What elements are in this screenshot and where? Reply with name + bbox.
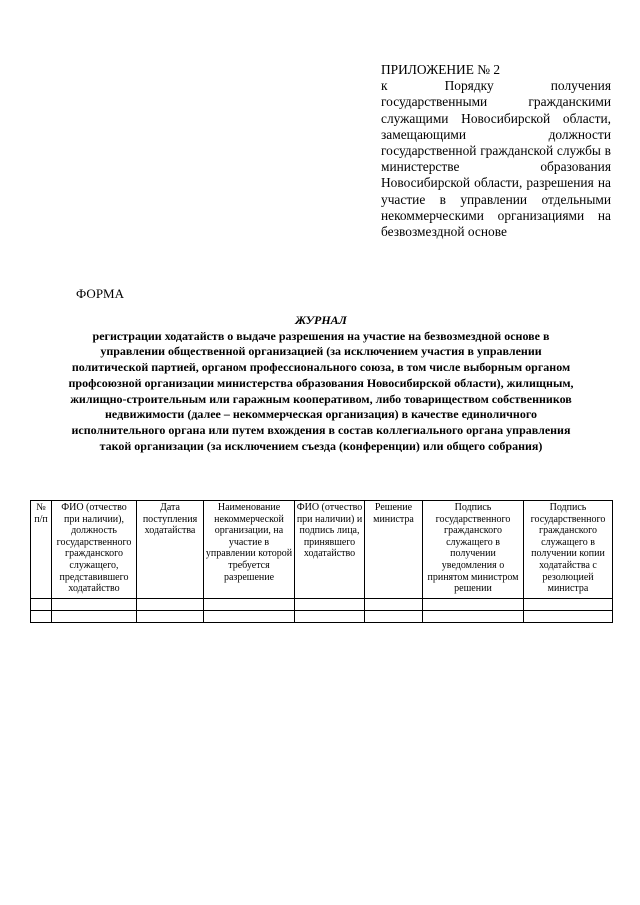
table-cell [137,598,204,610]
table-cell [524,610,613,622]
header-cell-minister-decision: Решение министра [365,501,423,599]
table-cell [52,598,137,610]
appendix-block [381,62,611,240]
table-cell [524,598,613,610]
table-row [31,598,613,610]
table-row [31,610,613,622]
header-cell-organization-name: Наименование некоммерческой организации, на участие в управлении которой требуется разрешение [204,501,295,599]
appendix-title: ПРИЛОЖЕНИЕ № 2 [381,62,501,77]
header-cell-employee-name: ФИО (отчество при наличии), должность государственного гражданского служащего, представившего ходатайство [52,501,137,599]
header-cell-number: № п/п [31,501,52,599]
journal-title: ЖУРНАЛ [295,313,347,327]
table-cell [365,610,423,622]
table-cell [295,610,365,622]
table-cell [365,598,423,610]
table-cell [423,598,524,610]
header-cell-receiver-name: ФИО (отчество при наличии) и подпись лица, принявшего ходатайство [295,501,365,599]
form-label: ФОРМА [76,286,124,301]
table-cell [52,610,137,622]
journal-table [30,500,613,623]
journal-subtitle: регистрации ходатайств о выдаче разрешения на участие на безвозмездной основе в управлении общественной организацией (за исключением участия в управлении политической партией, органом профессионального союза, в том числе выборным органом профсоюзной организации министерства образования Новосибирской области), жилищным, жилищно-строительным или гаражным кооперативом, либо товариществом собственников недвижимости (далее – некоммерческая организация) в качестве единоличного исполнительного органа или путем вхождения в состав коллегиального органа управления такой организации (за исключением съезда (конференции) или общего собрания) [68,328,574,453]
table-cell [204,598,295,610]
journal-heading [64,313,578,454]
appendix-body: к Порядку получения государственными гражданскими служащими Новосибирской области, замещающими должности государственной гражданской службы в министерстве образования Новосибирской области, разрешения на участие в управлении отдельными некоммерческими организациями на безвозмездной основе [381,78,611,240]
table-cell [295,598,365,610]
header-cell-receipt-date: Дата поступления ходатайства [137,501,204,599]
table-cell [423,610,524,622]
table-cell [204,610,295,622]
table-cell [31,598,52,610]
table-header-row [31,501,613,599]
header-cell-copy-signature: Подпись государственного гражданского служащего в получении копии ходатайства с резолюцией министра [524,501,613,599]
header-cell-notification-signature: Подпись государственного гражданского служащего в получении уведомления о принятом министром решении [423,501,524,599]
table-cell [31,610,52,622]
table-cell [137,610,204,622]
